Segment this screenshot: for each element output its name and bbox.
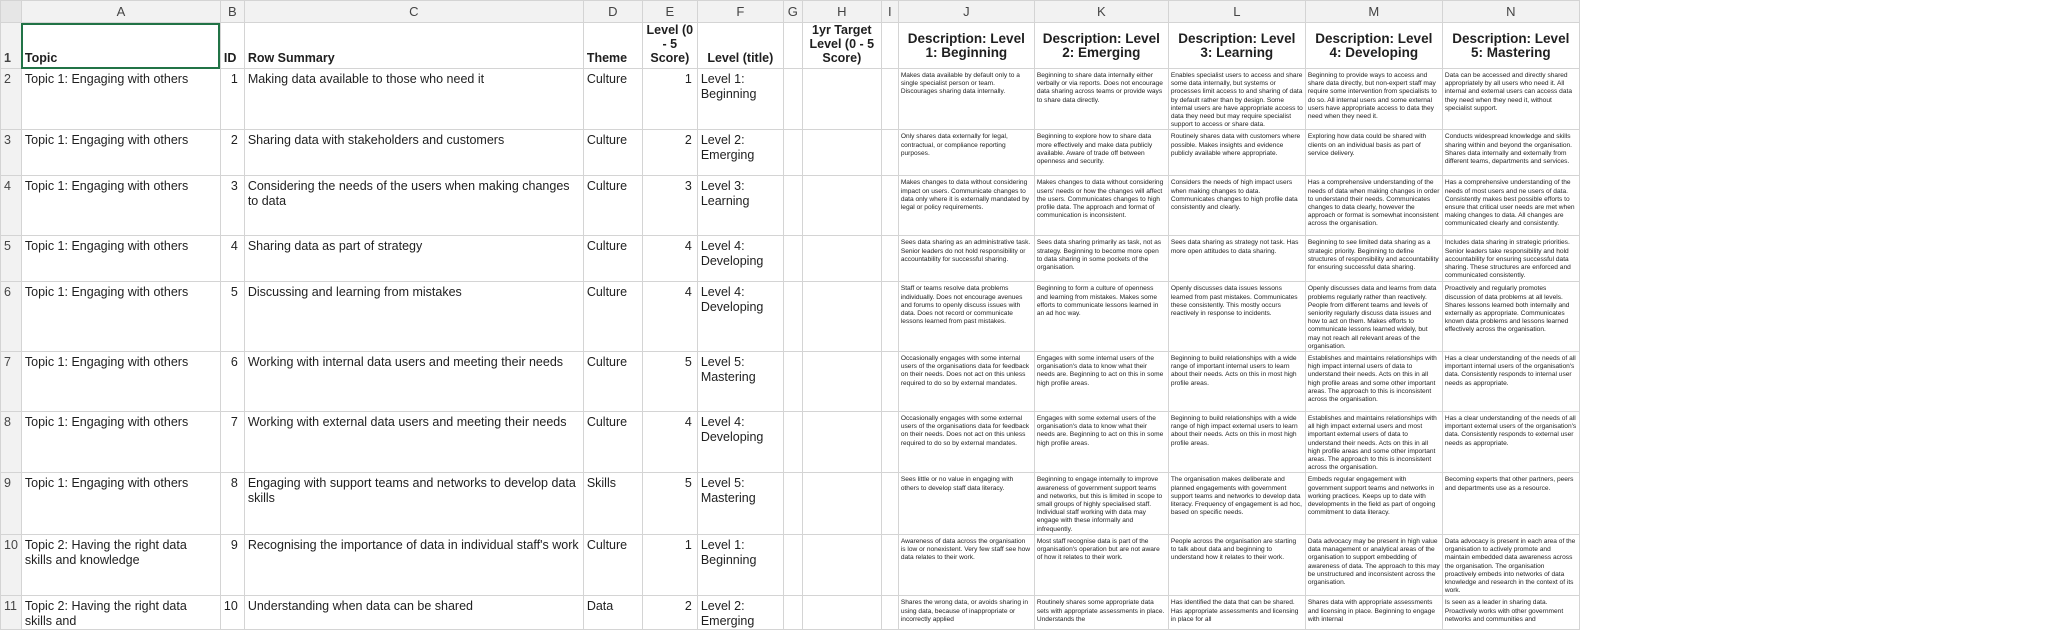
theme-cell[interactable]: Culture bbox=[583, 176, 642, 236]
row-number[interactable]: 3 bbox=[1, 130, 22, 176]
table-row bbox=[1, 473, 1580, 534]
desc1-cell[interactable]: Shares the wrong data, or avoids sharing in using data, because of inappropriate or incorrectly applied bbox=[898, 596, 1034, 630]
header-cell-target[interactable]: 1yr Target Level (0 - 5 Score) bbox=[802, 23, 881, 69]
topic-cell[interactable]: Topic 1: Engaging with others bbox=[21, 69, 220, 130]
topic-cell[interactable]: Topic 1: Engaging with others bbox=[21, 236, 220, 282]
empty-cell[interactable] bbox=[783, 596, 802, 630]
empty-cell[interactable] bbox=[783, 534, 802, 595]
target-cell[interactable] bbox=[802, 473, 881, 534]
empty-cell[interactable] bbox=[783, 412, 802, 473]
desc1-cell[interactable]: Staff or teams resolve data problems individually. Does not encourage avenues and forums to openly discuss issues with data. Does not record or communicate lessons learned from past mistakes. bbox=[898, 282, 1034, 352]
target-cell[interactable] bbox=[802, 534, 881, 595]
desc2-cell[interactable]: Beginning to form a culture of openness and learning from mistakes. Makes some efforts to communicate lessons learned in an ad hoc way. bbox=[1034, 282, 1168, 352]
empty-cell[interactable] bbox=[783, 176, 802, 236]
header-cell-title[interactable]: Level (title) bbox=[697, 23, 783, 69]
summary-cell[interactable]: Sharing data with stakeholders and customers bbox=[244, 130, 583, 176]
desc2-cell[interactable]: Sees data sharing primarily as task, not as strategy. Beginning to become more open to data sharing in some pockets of the organisation. bbox=[1034, 236, 1168, 282]
row-number[interactable]: 1 bbox=[1, 23, 22, 69]
select-all-corner[interactable] bbox=[1, 1, 22, 23]
row-number[interactable]: 7 bbox=[1, 352, 22, 412]
desc3-cell[interactable]: Routinely shares data with customers where possible. Makes insights and evidence publicly available where appropriate. bbox=[1168, 130, 1305, 176]
column-header-b[interactable]: B bbox=[220, 1, 244, 23]
empty-cell[interactable] bbox=[881, 176, 898, 236]
theme-cell[interactable]: Culture bbox=[583, 69, 642, 130]
id-cell[interactable]: 3 bbox=[220, 176, 244, 236]
id-cell[interactable]: 6 bbox=[220, 352, 244, 412]
header-cell-topic[interactable]: Topic bbox=[21, 23, 220, 69]
table-row bbox=[1, 412, 1580, 473]
empty-cell[interactable] bbox=[881, 412, 898, 473]
level-title-cell[interactable]: Level 4: Developing bbox=[697, 236, 783, 282]
desc2-cell[interactable]: Makes changes to data without considering users' needs or how the changes will affect the users. Communicates changes to high profile data. The approach and format of communication is inconsistent. bbox=[1034, 176, 1168, 236]
topic-cell[interactable]: Topic 1: Engaging with others bbox=[21, 282, 220, 352]
empty-cell[interactable] bbox=[881, 130, 898, 176]
column-header-g[interactable]: G bbox=[783, 1, 802, 23]
desc5-cell[interactable]: Data advocacy is present in each area of the organisation to actively promote and maintain embedded data awareness across the organisation. The organisation proactively embeds into networks of data knowledge and research in the context of its work. bbox=[1442, 534, 1579, 595]
theme-cell[interactable]: Culture bbox=[583, 130, 642, 176]
desc5-cell[interactable]: Has a clear understanding of the needs of all important internal users of the organisation's data. Consistently responds to internal user needs as appropriate. bbox=[1442, 352, 1579, 412]
level-title-cell[interactable]: Level 2: Emerging bbox=[697, 596, 783, 630]
header-cell-theme[interactable]: Theme bbox=[583, 23, 642, 69]
row-number[interactable]: 10 bbox=[1, 534, 22, 595]
desc5-cell[interactable]: Has a clear understanding of the needs of all important external users of the organisation's data. Consistently responds to external user needs as appropriate. bbox=[1442, 412, 1579, 473]
theme-cell[interactable]: Culture bbox=[583, 282, 642, 352]
desc2-cell[interactable]: Beginning to explore how to share data more effectively and make data publicly available. Aware of trade off between openness and security. bbox=[1034, 130, 1168, 176]
header-cell-desc4[interactable]: Description: Level 4: Developing bbox=[1305, 23, 1442, 69]
empty-cell[interactable] bbox=[783, 282, 802, 352]
topic-cell[interactable]: Topic 1: Engaging with others bbox=[21, 412, 220, 473]
desc5-cell[interactable]: Conducts widespread knowledge and skills sharing within and beyond the organisation. Shares data internally and externally from different teams, departments and services. bbox=[1442, 130, 1579, 176]
desc2-cell[interactable]: Most staff recognise data is part of the organisation's operation but are not aware of how it relates to their work. bbox=[1034, 534, 1168, 595]
summary-cell[interactable]: Discussing and learning from mistakes bbox=[244, 282, 583, 352]
level-title-cell[interactable]: Level 2: Emerging bbox=[697, 130, 783, 176]
desc5-cell[interactable]: Proactively and regularly promotes discussion of data problems at all levels. Shares lessons learned both internally and externally as appropriate. Communicates known data problems and lessons learned effectively across the organisation. bbox=[1442, 282, 1579, 352]
desc3-cell[interactable]: People across the organisation are starting to talk about data and beginning to understand how it relates to their work. bbox=[1168, 534, 1305, 595]
desc1-cell[interactable]: Only shares data externally for legal, contractual, or compliance reporting purposes. bbox=[898, 130, 1034, 176]
row-number[interactable]: 8 bbox=[1, 412, 22, 473]
empty-cell[interactable] bbox=[881, 282, 898, 352]
header-cell-summary[interactable]: Row Summary bbox=[244, 23, 583, 69]
topic-cell[interactable]: Topic 1: Engaging with others bbox=[21, 352, 220, 412]
score-cell[interactable]: 4 bbox=[642, 236, 697, 282]
row-number[interactable]: 4 bbox=[1, 176, 22, 236]
summary-cell[interactable]: Making data available to those who need it bbox=[244, 69, 583, 130]
row-number[interactable]: 5 bbox=[1, 236, 22, 282]
summary-cell[interactable]: Engaging with support teams and networks to develop data skills bbox=[244, 473, 583, 534]
theme-cell[interactable]: Culture bbox=[583, 352, 642, 412]
header-cell-desc2[interactable]: Description: Level 2: Emerging bbox=[1034, 23, 1168, 69]
desc3-cell[interactable]: Openly discusses data issues lessons learned from past mistakes. Communicates these consistently. This mostly occurs reactively in response to incidents. bbox=[1168, 282, 1305, 352]
desc3-cell[interactable]: Beginning to build relationships with a wide range of high impact external users to learn about their needs. Acts on this in most high profile areas. bbox=[1168, 412, 1305, 473]
desc5-cell[interactable]: Data can be accessed and directly shared appropriately by all users who need it. All internal and external users can access data they need when they need it, without specialist support. bbox=[1442, 69, 1579, 130]
table-row bbox=[1, 130, 1580, 176]
desc3-cell[interactable]: Beginning to build relationships with a wide range of important internal users to learn about their needs. Acts on this in most high profile areas. bbox=[1168, 352, 1305, 412]
empty-cell[interactable] bbox=[881, 352, 898, 412]
score-cell[interactable]: 2 bbox=[642, 596, 697, 630]
empty-cell[interactable] bbox=[881, 534, 898, 595]
score-cell[interactable]: 5 bbox=[642, 473, 697, 534]
target-cell[interactable] bbox=[802, 352, 881, 412]
column-header-k[interactable]: K bbox=[1034, 1, 1168, 23]
table-row bbox=[1, 236, 1580, 282]
id-cell[interactable]: 2 bbox=[220, 130, 244, 176]
desc4-cell[interactable]: Establishes and maintains relationships with high impact internal users of data to understand their needs. Acts on this in all high profile areas and some other important areas. The approach to this is inconsistent across the organisation. bbox=[1305, 352, 1442, 412]
id-cell[interactable]: 10 bbox=[220, 596, 244, 630]
table-row bbox=[1, 596, 1580, 630]
level-title-cell[interactable]: Level 5: Mastering bbox=[697, 352, 783, 412]
desc3-cell[interactable]: Considers the needs of high impact users when making changes to data. Communicates changes to high profile data consistently and clearly. bbox=[1168, 176, 1305, 236]
theme-cell[interactable]: Culture bbox=[583, 412, 642, 473]
desc1-cell[interactable]: Awareness of data across the organisation is low or nonexistent. Very few staff see how data relates to their work. bbox=[898, 534, 1034, 595]
table-header-row bbox=[1, 23, 1580, 69]
summary-cell[interactable]: Working with external data users and meeting their needs bbox=[244, 412, 583, 473]
table-row bbox=[1, 534, 1580, 595]
score-cell[interactable]: 2 bbox=[642, 130, 697, 176]
desc3-cell[interactable]: Enables specialist users to access and share some data internally, but systems or processes limit access to and sharing of data by default rather than by design. Some internal users are have appropriate access to data they need but may require specialist support to access or share data. bbox=[1168, 69, 1305, 130]
desc4-cell[interactable]: Shares data with appropriate assessments and licensing in place. Beginning to engage with internal bbox=[1305, 596, 1442, 630]
desc2-cell[interactable]: Routinely shares some appropriate data sets with appropriate assessments in place. Understands the bbox=[1034, 596, 1168, 630]
target-cell[interactable] bbox=[802, 412, 881, 473]
theme-cell[interactable]: Skills bbox=[583, 473, 642, 534]
score-cell[interactable]: 4 bbox=[642, 282, 697, 352]
id-cell[interactable]: 8 bbox=[220, 473, 244, 534]
empty-cell[interactable] bbox=[881, 69, 898, 130]
empty-cell[interactable] bbox=[783, 352, 802, 412]
column-header-l[interactable]: L bbox=[1168, 1, 1305, 23]
header-cell-desc1[interactable]: Description: Level 1: Beginning bbox=[898, 23, 1034, 69]
column-header-j[interactable]: J bbox=[898, 1, 1034, 23]
score-cell[interactable]: 5 bbox=[642, 352, 697, 412]
level-title-cell[interactable]: Level 4: Developing bbox=[697, 282, 783, 352]
empty-cell[interactable] bbox=[881, 596, 898, 630]
desc4-cell[interactable]: Has a comprehensive understanding of the needs of data when making changes in order to understand their needs. Communicates changes to data clearly, however the approach or format is somewhat inconsistent across the organisation. bbox=[1305, 176, 1442, 236]
table-row bbox=[1, 176, 1580, 236]
desc4-cell[interactable]: Data advocacy may be present in high value data management or analytical areas of the organisation to support embedding of awareness of data. The approach to this may be unstructured and inconsistent across the organisation. bbox=[1305, 534, 1442, 595]
desc1-cell[interactable]: Sees little or no value in engaging with others to develop staff data literacy. bbox=[898, 473, 1034, 534]
target-cell[interactable] bbox=[802, 69, 881, 130]
desc1-cell[interactable]: Makes data available by default only to a single specialist person or team. Discourages sharing data internally. bbox=[898, 69, 1034, 130]
score-cell[interactable]: 1 bbox=[642, 69, 697, 130]
column-header-n[interactable]: N bbox=[1442, 1, 1579, 23]
empty-cell[interactable] bbox=[881, 236, 898, 282]
empty-cell[interactable] bbox=[783, 69, 802, 130]
target-cell[interactable] bbox=[802, 176, 881, 236]
table-row bbox=[1, 282, 1580, 352]
header-cell-g[interactable] bbox=[783, 23, 802, 69]
column-header-m[interactable]: M bbox=[1305, 1, 1442, 23]
desc1-cell[interactable]: Sees data sharing as an administrative task. Senior leaders do not hold responsibility or accountability for successful sharing. bbox=[898, 236, 1034, 282]
header-cell-id[interactable]: ID bbox=[220, 23, 244, 69]
summary-cell[interactable]: Considering the needs of the users when making changes to data bbox=[244, 176, 583, 236]
theme-cell[interactable]: Culture bbox=[583, 534, 642, 595]
desc4-cell[interactable]: Openly discusses data and learns from data problems regularly rather than reactively. People from different teams and levels of seniority regularly discuss data issues and how to act on them. Makes efforts to communicate lessons learned widely, but may not reach all relevant areas of the organisation. bbox=[1305, 282, 1442, 352]
desc5-cell[interactable]: Is seen as a leader in sharing data. Proactively works with other government networks and communities and bbox=[1442, 596, 1579, 630]
topic-cell[interactable]: Topic 2: Having the right data skills and bbox=[21, 596, 220, 630]
row-number[interactable]: 6 bbox=[1, 282, 22, 352]
column-header-f[interactable]: F bbox=[697, 1, 783, 23]
desc5-cell[interactable]: Becoming experts that other partners, peers and departments use as a resource. bbox=[1442, 473, 1579, 534]
column-header-d[interactable]: D bbox=[583, 1, 642, 23]
table-row bbox=[1, 69, 1580, 130]
desc3-cell[interactable]: Sees data sharing as strategy not task. Has more open attitudes to data sharing. bbox=[1168, 236, 1305, 282]
column-header-a[interactable]: A bbox=[21, 1, 220, 23]
row-number[interactable]: 2 bbox=[1, 69, 22, 130]
score-cell[interactable]: 4 bbox=[642, 412, 697, 473]
topic-cell[interactable]: Topic 2: Having the right data skills and knowledge bbox=[21, 534, 220, 595]
summary-cell[interactable]: Working with internal data users and meeting their needs bbox=[244, 352, 583, 412]
desc1-cell[interactable]: Makes changes to data without considering impact on users. Communicate changes to data only where it is externally mandated by legal or policy requirements. bbox=[898, 176, 1034, 236]
desc2-cell[interactable]: Engages with some external users of the organisation's data to know what their needs are. Beginning to act on this in some high profile areas. bbox=[1034, 412, 1168, 473]
desc4-cell[interactable]: Embeds regular engagement with government support teams and networks in working practices. Keeps up to date with developments in the field as part of ongoing commitment to data literacy. bbox=[1305, 473, 1442, 534]
id-cell[interactable]: 5 bbox=[220, 282, 244, 352]
desc4-cell[interactable]: Beginning to provide ways to access and share data directly, but non-expert staff may require some intervention from specialists to do so. All internal users and some external users have appropriate access to data they need when they need it. bbox=[1305, 69, 1442, 130]
empty-cell[interactable] bbox=[783, 236, 802, 282]
topic-cell[interactable]: Topic 1: Engaging with others bbox=[21, 130, 220, 176]
desc4-cell[interactable]: Exploring how data could be shared with clients on an individual basis as part of service delivery. bbox=[1305, 130, 1442, 176]
table-row bbox=[1, 352, 1580, 412]
target-cell[interactable] bbox=[802, 236, 881, 282]
column-header-e[interactable]: E bbox=[642, 1, 697, 23]
level-title-cell[interactable]: Level 5: Mastering bbox=[697, 473, 783, 534]
theme-cell[interactable]: Data bbox=[583, 596, 642, 630]
header-cell-desc5[interactable]: Description: Level 5: Mastering bbox=[1442, 23, 1579, 69]
desc2-cell[interactable]: Beginning to engage internally to improve awareness of government support teams and networks, but this is limited in scope to small groups of highly specialised staff. Individual staff working with data may engage with these informally and infrequently. bbox=[1034, 473, 1168, 534]
desc1-cell[interactable]: Occasionally engages with some external users of the organisations data for feedback on their needs. Does not act on this unless required to do so by external mandates. bbox=[898, 412, 1034, 473]
id-cell[interactable]: 9 bbox=[220, 534, 244, 595]
row-number[interactable]: 11 bbox=[1, 596, 22, 630]
id-cell[interactable]: 7 bbox=[220, 412, 244, 473]
row-number[interactable]: 9 bbox=[1, 473, 22, 534]
target-cell[interactable] bbox=[802, 596, 881, 630]
empty-cell[interactable] bbox=[881, 473, 898, 534]
column-header-i[interactable]: I bbox=[881, 1, 898, 23]
desc2-cell[interactable]: Engages with some internal users of the organisation's data to know what their needs are. Beginning to act on this in some high profile areas. bbox=[1034, 352, 1168, 412]
column-header-row bbox=[1, 1, 1580, 23]
desc4-cell[interactable]: Beginning to see limited data sharing as a strategic priority. Beginning to define structures of responsibility and accountability for ensuring successful data sharing. bbox=[1305, 236, 1442, 282]
column-header-h[interactable]: H bbox=[802, 1, 881, 23]
topic-cell[interactable]: Topic 1: Engaging with others bbox=[21, 176, 220, 236]
column-header-c[interactable]: C bbox=[244, 1, 583, 23]
level-title-cell[interactable]: Level 1: Beginning bbox=[697, 534, 783, 595]
score-cell[interactable]: 3 bbox=[642, 176, 697, 236]
summary-cell[interactable]: Recognising the importance of data in individual staff's work bbox=[244, 534, 583, 595]
header-cell-desc3[interactable]: Description: Level 3: Learning bbox=[1168, 23, 1305, 69]
desc5-cell[interactable]: Includes data sharing in strategic priorities. Senior leaders take responsibility and hold accountability for ensuring successful data sharing. These structures are enforced and communicated consistently. bbox=[1442, 236, 1579, 282]
desc1-cell[interactable]: Occasionally engages with some internal users of the organisations data for feedback on their needs. Does not act on this unless required to do so by external mandates. bbox=[898, 352, 1034, 412]
empty-cell[interactable] bbox=[783, 130, 802, 176]
score-cell[interactable]: 1 bbox=[642, 534, 697, 595]
level-title-cell[interactable]: Level 4: Developing bbox=[697, 412, 783, 473]
desc2-cell[interactable]: Beginning to share data internally either verbally or via reports. Does not encourage data sharing across teams or provide ways to share data directly. bbox=[1034, 69, 1168, 130]
desc4-cell[interactable]: Establishes and maintains relationships with all high impact external users and most important external users of data to understand their needs. Acts on this in all high profile areas and some other important areas. The approach to this is inconsistent across the organisation. bbox=[1305, 412, 1442, 473]
level-title-cell[interactable]: Level 1: Beginning bbox=[697, 69, 783, 130]
target-cell[interactable] bbox=[802, 130, 881, 176]
desc3-cell[interactable]: The organisation makes deliberate and planned engagements with government support teams and networks to develop data literacy. Frequency of engagement is ad hoc, based on specific needs. bbox=[1168, 473, 1305, 534]
header-cell-score[interactable]: Level (0 - 5 Score) bbox=[642, 23, 697, 69]
topic-cell[interactable]: Topic 1: Engaging with others bbox=[21, 473, 220, 534]
level-title-cell[interactable]: Level 3: Learning bbox=[697, 176, 783, 236]
target-cell[interactable] bbox=[802, 282, 881, 352]
desc3-cell[interactable]: Has identified the data that can be shared. Has appropriate assessments and licensing in place for all bbox=[1168, 596, 1305, 630]
desc5-cell[interactable]: Has a comprehensive understanding of the needs of most users and ne users of data. Consistently makes best possible efforts to ensure that critical user needs are met when making changes to data. All changes are communicated clearly and consistently. bbox=[1442, 176, 1579, 236]
empty-cell[interactable] bbox=[783, 473, 802, 534]
summary-cell[interactable]: Understanding when data can be shared bbox=[244, 596, 583, 630]
header-cell-i[interactable] bbox=[881, 23, 898, 69]
theme-cell[interactable]: Culture bbox=[583, 236, 642, 282]
id-cell[interactable]: 1 bbox=[220, 69, 244, 130]
id-cell[interactable]: 4 bbox=[220, 236, 244, 282]
summary-cell[interactable]: Sharing data as part of strategy bbox=[244, 236, 583, 282]
